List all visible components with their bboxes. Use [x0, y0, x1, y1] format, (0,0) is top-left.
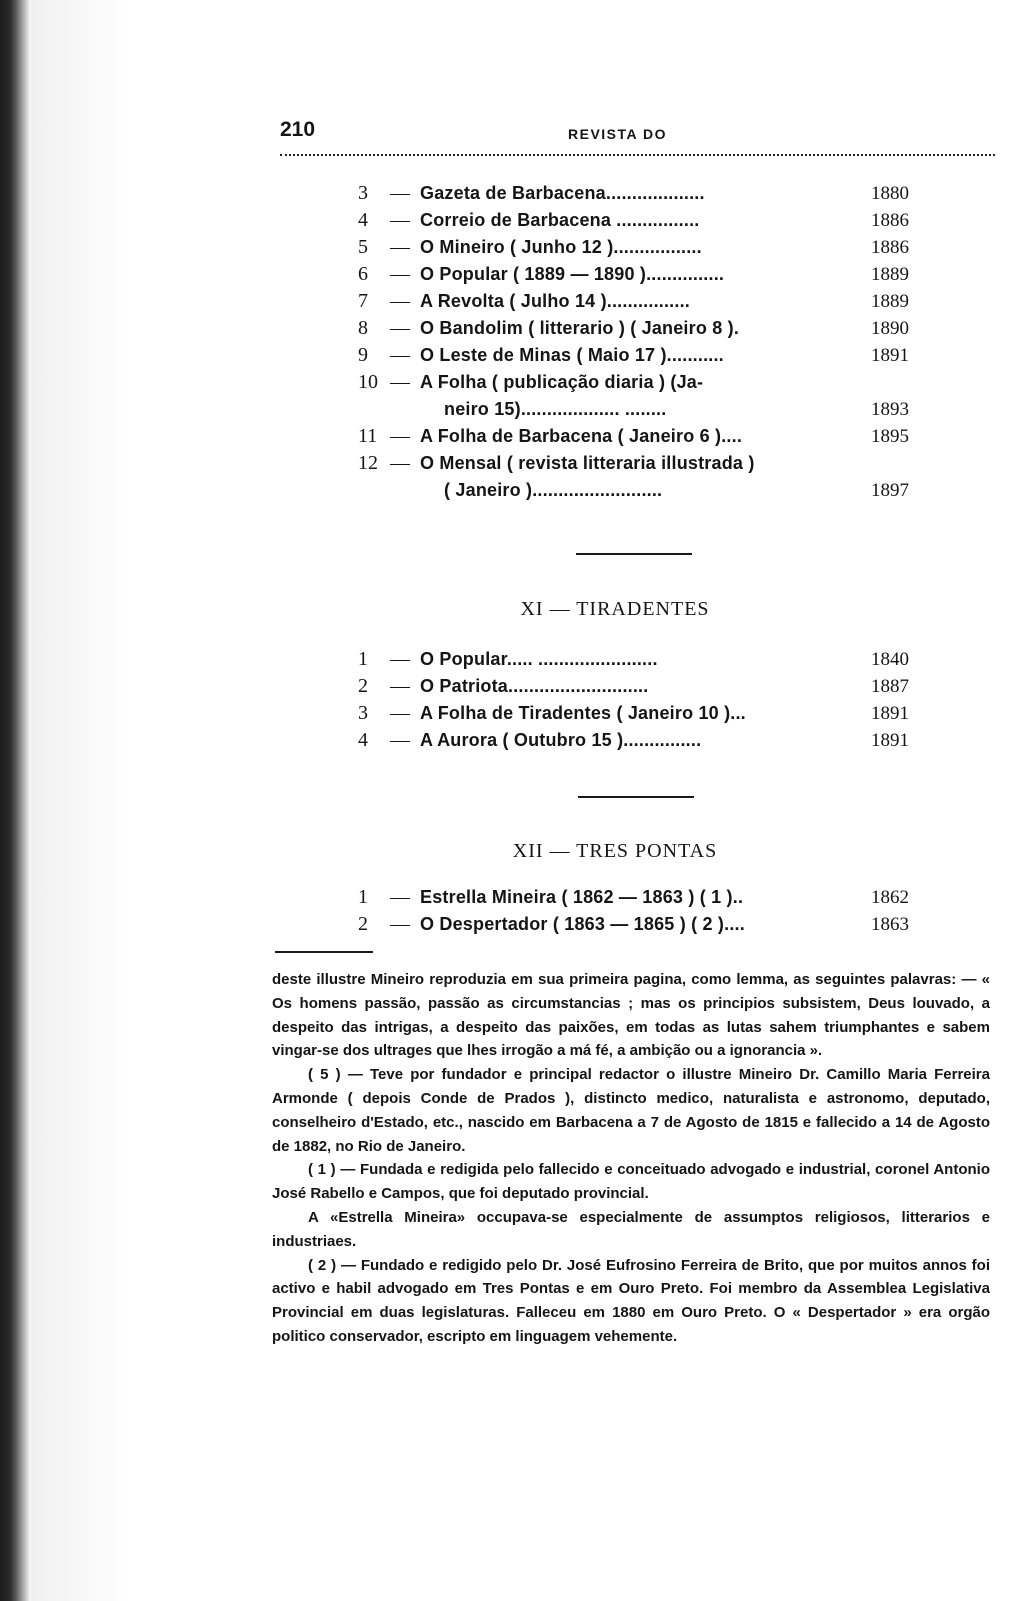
entry-number: 7	[358, 290, 368, 312]
entry-number: 2	[358, 913, 368, 935]
footnote-2: ( 2 ) — Fundado e redigido pelo Dr. José Eufrosino Ferreira de Brito, que por muitos annos foi activo e habil advogado em Tres Pontas e em Ouro Preto. Foi membro da Assemblea Legislativa Provincial em duas legislaturas. Falleceu em 1880 em Ouro Preto. O « Despertador » era orgão politico conservador, escripto em linguagem vehemente.	[272, 1256, 990, 1345]
list-item-continuation	[358, 396, 918, 423]
footnotes	[272, 968, 990, 1349]
entry-title: O Leste de Minas ( Maio 17 )...........	[420, 345, 724, 365]
list-item	[358, 207, 918, 234]
entry-number: 4	[358, 729, 368, 751]
footnote-note: A «Estrella Mineira» occupava-se especialmente de assumptos religiosos, litterarios e industriaes.	[272, 1208, 990, 1250]
section-divider	[578, 796, 694, 798]
entry-title: A Folha ( publicação diaria ) (Ja-	[420, 372, 704, 392]
entry-number: 4	[358, 209, 368, 231]
entry-title: A Folha de Tiradentes ( Janeiro 10 )...	[420, 703, 746, 723]
list-item	[358, 423, 918, 450]
tres-pontas-list	[358, 884, 918, 938]
entry-number: 1	[358, 886, 368, 908]
dash: —	[390, 209, 410, 231]
list-item	[358, 700, 918, 727]
entry-title: O Mineiro ( Junho 12 ).................	[420, 237, 702, 257]
footnote-rule	[275, 951, 373, 953]
running-title: REVISTA DO	[568, 126, 668, 142]
dash: —	[390, 913, 410, 935]
dash: —	[390, 182, 410, 204]
entry-number: 8	[358, 317, 368, 339]
entry-number: 10	[358, 371, 378, 393]
dash: —	[390, 702, 410, 724]
list-item	[358, 234, 918, 261]
entry-title-continued: neiro 15)................... ........	[444, 399, 667, 419]
dash: —	[390, 290, 410, 312]
entry-year: 1889	[871, 291, 909, 312]
gutter-shading	[30, 0, 130, 1601]
entry-number: 12	[358, 452, 378, 474]
dash: —	[390, 452, 410, 474]
dash: —	[390, 675, 410, 697]
entry-year: 1891	[871, 703, 909, 724]
dash: —	[390, 648, 410, 670]
barbacena-list	[358, 180, 918, 504]
section-divider	[576, 553, 692, 555]
entry-year: 1895	[871, 426, 909, 447]
dash: —	[390, 236, 410, 258]
entry-number: 2	[358, 675, 368, 697]
header-rule	[280, 154, 995, 156]
entry-title: Gazeta de Barbacena...................	[420, 183, 705, 203]
entry-title: O Despertador ( 1863 — 1865 ) ( 2 )....	[420, 914, 745, 934]
section-title: XI — TIRADENTES	[520, 598, 710, 620]
tiradentes-list	[358, 646, 918, 754]
entry-title-continued: ( Janeiro ).........................	[444, 480, 663, 500]
entry-title: Correio de Barbacena ................	[420, 210, 700, 230]
entry-year: 1840	[871, 649, 909, 670]
list-item	[358, 673, 918, 700]
entry-year: 1890	[871, 318, 909, 339]
section-title: XII — TRES PONTAS	[512, 840, 718, 862]
entry-number: 1	[358, 648, 368, 670]
entry-number: 9	[358, 344, 368, 366]
list-item	[358, 369, 918, 396]
entry-year: 1891	[871, 345, 909, 366]
list-item	[358, 261, 918, 288]
list-item	[358, 180, 918, 207]
entry-title: O Bandolim ( litterario ) ( Janeiro 8 ).	[420, 318, 740, 338]
book-spine-shadow	[0, 0, 30, 1601]
list-item	[358, 646, 918, 673]
entry-title: A Aurora ( Outubro 15 )...............	[420, 730, 702, 750]
entry-year: 1889	[871, 264, 909, 285]
list-item	[358, 884, 918, 911]
dash: —	[390, 317, 410, 339]
entry-year: 1893	[871, 399, 909, 420]
list-item	[358, 911, 918, 938]
entry-year: 1887	[871, 676, 909, 697]
entry-number: 3	[358, 182, 368, 204]
footnote-1: ( 1 ) — Fundada e redigida pelo fallecido e conceituado advogado e industrial, coronel Antonio José Rabello e Campos, que foi deputado provincial.	[272, 1161, 990, 1203]
entry-number: 11	[358, 425, 378, 447]
entry-title: O Popular..... .......................	[420, 649, 658, 669]
dash: —	[390, 344, 410, 366]
list-item	[358, 727, 918, 754]
entry-year: 1862	[871, 887, 909, 908]
entry-number: 5	[358, 236, 368, 258]
entry-title: O Mensal ( revista litteraria illustrada )	[420, 453, 755, 473]
entry-number: 6	[358, 263, 368, 285]
dash: —	[390, 371, 410, 393]
entry-year: 1897	[871, 480, 909, 501]
entry-title: A Revolta ( Julho 14 )................	[420, 291, 690, 311]
list-item	[358, 450, 918, 477]
dash: —	[390, 425, 410, 447]
entry-year: 1863	[871, 914, 909, 935]
footnote-continuation: deste illustre Mineiro reproduzia em sua primeira pagina, como lemma, as seguintes palavras: — « Os homens passão, passão as circumstancias ; mas os principios subsistem, Deus louvado, a despeito das intrigas, a despeito das paixões, em todas as lutas sahem triumphantes e sabem vingar-se dos ultrages que lhes irrogão a má fé, a ambição ou a ignorancia ».	[272, 971, 990, 1060]
dash: —	[390, 886, 410, 908]
entry-title: O Popular ( 1889 — 1890 )...............	[420, 264, 725, 284]
entry-year: 1880	[871, 183, 909, 204]
entry-year: 1891	[871, 730, 909, 751]
list-item	[358, 315, 918, 342]
entry-number: 3	[358, 702, 368, 724]
page-header	[280, 118, 995, 158]
list-item	[358, 288, 918, 315]
page-number: 210	[280, 118, 316, 141]
dash: —	[390, 729, 410, 751]
entry-title: A Folha de Barbacena ( Janeiro 6 )....	[420, 426, 743, 446]
footnote-5: ( 5 ) — Teve por fundador e principal redactor o illustre Mineiro Dr. Camillo Maria Ferreira Armonde ( depois Conde de Prados ), distincto medico, naturalista e astronomo, deputado, conselheiro d'Estado, etc., nascido em Barbacena a 7 de Agosto de 1815 e fallecido a 14 de Agosto de 1882, no Rio de Janeiro.	[272, 1066, 990, 1155]
list-item-continuation	[358, 477, 918, 504]
entry-title: O Patriota...........................	[420, 676, 649, 696]
entry-year: 1886	[871, 237, 909, 258]
dash: —	[390, 263, 410, 285]
entry-year: 1886	[871, 210, 909, 231]
list-item	[358, 342, 918, 369]
entry-title: Estrella Mineira ( 1862 — 1863 ) ( 1 )..	[420, 887, 744, 907]
